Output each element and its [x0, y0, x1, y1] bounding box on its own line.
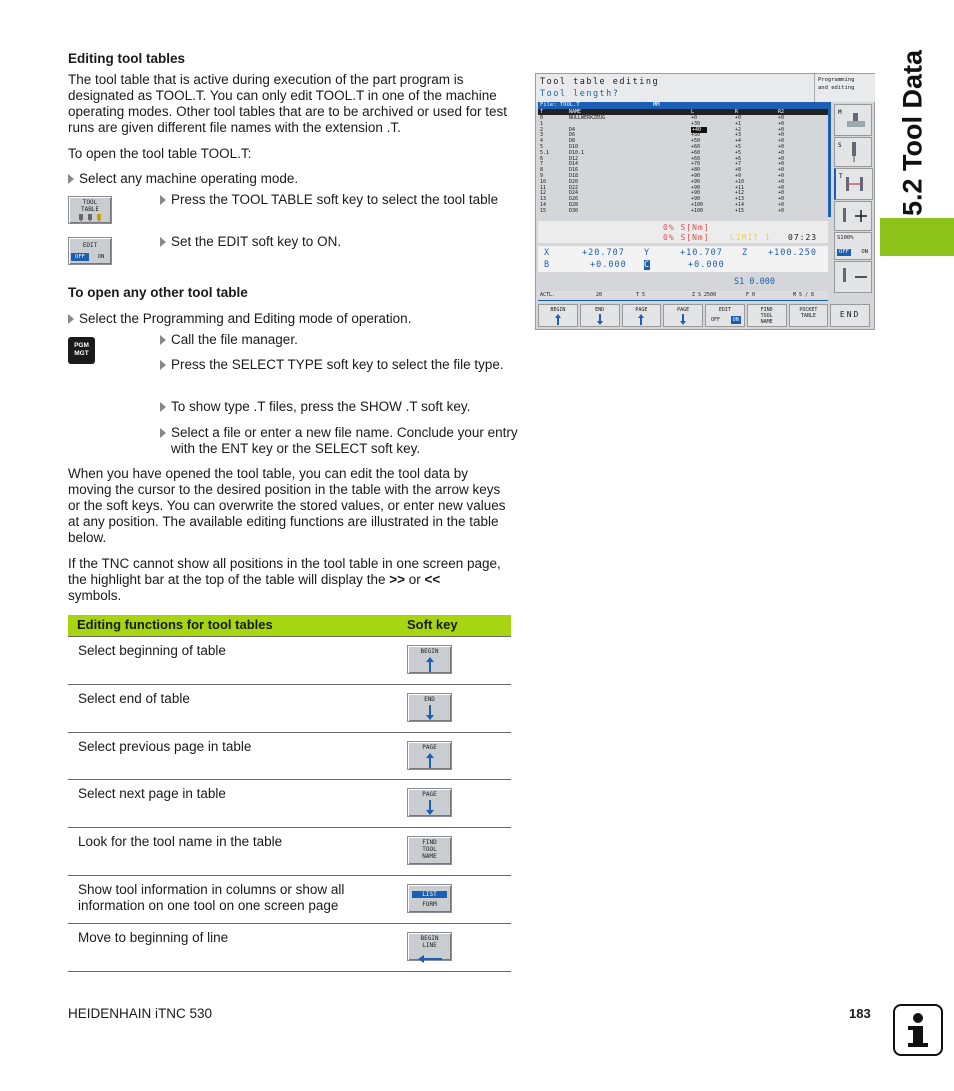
tool-table-softkey[interactable]: TOOL TABLE — [68, 196, 112, 224]
side-key-t[interactable] — [834, 168, 873, 200]
table-row-function: Select previous page in table — [78, 738, 252, 754]
screen-softkey[interactable]: PAGE — [622, 304, 662, 327]
screen-table-row[interactable]: 1 +30 +1 +0 — [540, 120, 785, 127]
pgm-mgt-key[interactable]: PGM MGT — [68, 337, 95, 364]
screen-softkey[interactable]: EDIT OFF ON — [705, 304, 745, 327]
bullet-triangle-icon — [160, 195, 166, 205]
page-number: 183 — [849, 1006, 871, 1021]
table-divider — [68, 684, 511, 685]
arrow-up-icon — [410, 655, 450, 673]
tool-length-icon — [836, 169, 872, 199]
arrow-left-icon — [410, 949, 450, 967]
bullet-triangle-icon — [160, 402, 166, 412]
svg-text:S: S — [838, 142, 842, 149]
heading-editing-tool-tables: Editing tool tables — [68, 51, 185, 66]
footer-product: HEIDENHAIN iTNC 530 — [68, 1006, 213, 1021]
table-divider — [68, 971, 511, 972]
screen-softkey[interactable]: POCKET TABLE — [789, 304, 829, 327]
step-press-tool-table: Press the TOOL TABLE soft key to select the tool table — [160, 192, 516, 208]
step-file-manager: Call the file manager. — [160, 332, 505, 348]
step-select-file: Select a file or enter a new file name. Conclude your entry with the ENT key or the SELECT soft key. — [160, 425, 521, 457]
table-row-function: Select end of table — [78, 690, 190, 706]
edit-paragraph: When you have opened the tool table, you can edit the tool data by moving the cursor to the desired position in the table with the arrow keys or the soft keys. You can overwrite the stored values, or enter new values at any position. The available editing functions are illustrated in the table below. — [68, 466, 506, 545]
arrow-down-icon — [410, 798, 450, 816]
spindle-icon — [835, 138, 871, 166]
screen-table-row[interactable]: 2 D4 +40 +2 +0 — [540, 126, 785, 133]
arrow-down-icon — [673, 313, 693, 326]
table-row-function: Show tool information in columns or show all information on one tool on one screen page — [78, 882, 345, 913]
table-row-softkey[interactable]: LIST FORM — [407, 884, 452, 913]
side-key-s[interactable] — [834, 137, 872, 167]
table-divider — [68, 875, 511, 876]
screen-positions: X +20.707 Y +10.707 Z +100.250 B +0.000 C +0.000 — [538, 246, 828, 272]
table-header — [68, 615, 511, 636]
svg-text:M: M — [838, 109, 842, 116]
table-divider — [68, 732, 511, 733]
edit-softkey[interactable]: EDIT OFF ON — [68, 237, 112, 265]
arrow-down-icon — [410, 703, 450, 721]
screen-mode-area — [814, 74, 875, 102]
table-divider — [68, 827, 511, 828]
screen-softkey[interactable]: END — [830, 304, 870, 327]
svg-text:T: T — [839, 173, 843, 180]
table-row-function: Look for the tool name in the table — [78, 834, 283, 850]
screen-table-row[interactable]: 5 D10 +60 +5 +0 — [540, 144, 785, 150]
screen-load-area — [538, 221, 828, 243]
screen-table-row[interactable]: 6 D12 +60 +6 +0 — [540, 155, 785, 162]
screen-progress-line — [538, 300, 828, 301]
screen-table-header: File: TOOL.T MM — [538, 102, 828, 109]
plus-icon — [835, 202, 871, 230]
info-icon — [893, 1004, 943, 1056]
side-key-minus[interactable] — [834, 261, 872, 293]
screen-table-row[interactable]: 3 D6 +50 +3 +0 — [540, 132, 785, 139]
section-title: 5.2 Tool Data — [897, 49, 928, 217]
step-prog-mode: Select the Programming and Editing mode of operation. — [68, 311, 508, 327]
step-show-t: To show type .T files, press the SHOW .T soft key. — [160, 399, 505, 415]
table-row-softkey[interactable]: END — [407, 693, 452, 722]
screen-mode-line1: Programming — [818, 77, 855, 83]
screen-softkey[interactable]: PAGE — [663, 304, 703, 327]
screen-title-area — [536, 74, 814, 102]
screen-side-keys — [832, 104, 872, 294]
screen-spindle-row: S1 0.000 — [734, 277, 775, 287]
edit-off-indicator: OFF — [71, 253, 89, 261]
screen-table-row[interactable]: 4 D8 +50 +4 +0 — [540, 138, 785, 145]
step-select-type: Press the SELECT TYPE soft key to select the file type. — [160, 357, 516, 373]
screen-softkey[interactable]: END — [580, 304, 620, 327]
screen-table-row[interactable]: 9 D18 +90 +9 +0 — [540, 173, 785, 179]
screen-table-row[interactable]: 5.1 D10.1 +60 +5 +0 — [540, 149, 785, 156]
table-row-softkey[interactable]: PAGE — [407, 741, 452, 770]
screen-table-row[interactable]: 14 D28 +100 +14 +0 — [540, 202, 785, 208]
heading-open-other-tool-table: To open any other tool table — [68, 285, 248, 300]
screen-softkey-row — [538, 304, 872, 327]
tnc-screen — [535, 73, 875, 330]
step-edit-on: Set the EDIT soft key to ON. — [160, 234, 505, 250]
screen-status-bar: ACTL. 20 T 5 Z S 2500 F 0 M 5 / 8 — [538, 291, 828, 299]
table-header-softkey: Soft key — [407, 617, 458, 632]
side-key-s100[interactable]: S100% OFF ON — [834, 232, 872, 260]
screen-load1: 0% S[Nm] — [663, 223, 710, 232]
screen-table-row[interactable]: 15 D30 +100 +15 +0 — [540, 207, 785, 214]
screen-softkey[interactable]: FIND TOOL NAME — [747, 304, 787, 327]
screen-title: Tool table editing — [540, 77, 660, 87]
screen-scrollbar[interactable] — [828, 102, 831, 217]
bullet-triangle-icon — [68, 314, 74, 324]
side-key-plus[interactable] — [834, 201, 872, 231]
tool-icon — [73, 214, 107, 223]
screen-table-row[interactable]: 7 D14 +70 +7 +0 — [540, 161, 785, 168]
screen-table-row[interactable]: 13 D26 +90 +13 +0 — [540, 196, 785, 203]
table-header-function: Editing functions for tool tables — [77, 617, 273, 632]
bullet-triangle-icon — [160, 237, 166, 247]
table-row-softkey[interactable]: BEGIN LINE — [407, 932, 452, 961]
table-row-function: Select next page in table — [78, 786, 226, 802]
step-select-mode: Select any machine operating mode. — [68, 171, 508, 187]
arrow-down-icon — [590, 313, 610, 326]
screen-table-row[interactable]: 12 D24 +90 +12 +0 — [540, 190, 785, 197]
screen-table-row[interactable]: 11 D22 +90 +11 +0 — [540, 184, 785, 191]
screen-mode-line2: and editing — [818, 85, 855, 91]
table-row-function: Select beginning of table — [78, 643, 226, 658]
intro-paragraph: The tool table that is active during execution of the part program is designated as TOOL.T. You can only edit TOOL.T in one of the machine operating modes. Other tool tables that are to be archived or used for test runs are given different file names with the extension .T. — [68, 72, 508, 135]
bullet-triangle-icon — [160, 335, 166, 345]
table-divider — [68, 636, 511, 637]
arrow-up-icon — [548, 313, 568, 326]
screen-softkey[interactable]: BEGIN — [538, 304, 578, 327]
screen-table-colheads: T NAME L R R2 — [538, 109, 828, 115]
table-row-softkey[interactable]: BEGIN — [407, 645, 452, 674]
open-tool-table-paragraph: To open the tool table TOOL.T: — [68, 146, 252, 161]
arrow-up-icon — [410, 751, 450, 769]
bullet-triangle-icon — [160, 428, 166, 438]
table-row-function: Move to beginning of line — [78, 929, 229, 945]
highlight-paragraph: If the TNC cannot show all positions in the tool table in one screen page, the highlight bar at the top of the table will display the >> or << symbols. — [68, 556, 501, 603]
section-title-vertical — [898, 48, 928, 218]
arrow-up-icon — [631, 313, 651, 326]
screen-prompt: Tool length? — [540, 89, 620, 99]
table-divider — [68, 923, 511, 924]
machine-icon — [835, 105, 871, 135]
bullet-triangle-icon — [68, 174, 74, 184]
section-tab-marker — [880, 218, 954, 256]
screen-table-row[interactable]: 10 D20 +90 +10 +0 — [540, 178, 785, 185]
screen-limit: LIMIT 1 — [730, 233, 771, 242]
bullet-triangle-icon — [160, 360, 166, 370]
screen-time: 07:23 — [788, 233, 818, 242]
screen-table-row[interactable]: 8 D16 +80 +8 +0 — [540, 167, 785, 174]
info-i-glyph — [895, 1006, 941, 1054]
table-row-softkey[interactable]: FIND TOOL NAME — [407, 836, 452, 865]
table-divider — [68, 779, 511, 780]
table-row-softkey[interactable]: PAGE — [407, 788, 452, 817]
screen-load2: 0% S[Nm] — [663, 233, 710, 242]
edit-on-indicator: ON — [97, 254, 105, 260]
screen-table-row[interactable]: 0 NULLWERKZEUG +0 +0 +0 — [540, 115, 785, 121]
side-key-m[interactable] — [834, 104, 872, 136]
minus-icon — [835, 262, 871, 292]
